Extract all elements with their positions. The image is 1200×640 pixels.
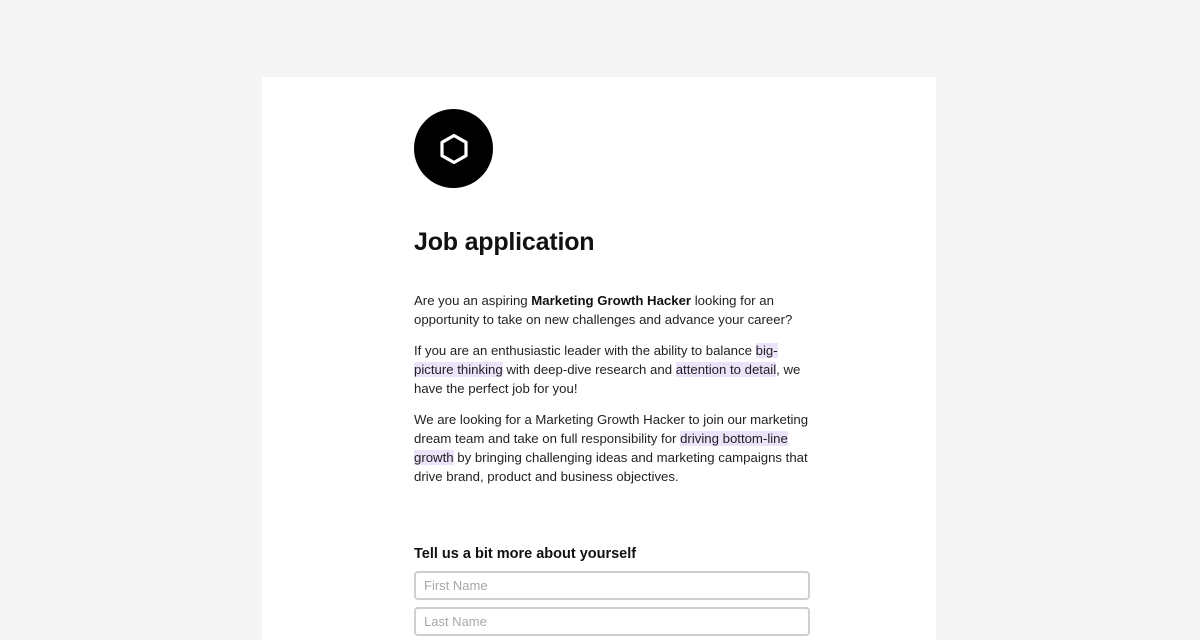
p3-text-2: by bringing challenging ideas and marketing campaigns that drive brand, product and business objectives. — [414, 450, 808, 484]
job-description — [414, 291, 810, 486]
p1-text-before: Are you an aspiring — [414, 293, 532, 308]
hexagon-icon — [439, 133, 469, 165]
last-name-input[interactable] — [414, 607, 810, 636]
p1-text-after: looking for an opportunity to take on new challenges and advance your career? — [414, 293, 793, 327]
form-content — [414, 109, 810, 636]
form-card — [262, 77, 936, 640]
p2-text-3: , we have the perfect job for you! — [414, 362, 801, 396]
p2-text-2: with deep-dive research and — [502, 362, 676, 377]
page-title: Job application — [414, 228, 595, 256]
p2-text-1: If you are an enthusiastic leader with the ability to balance — [414, 343, 756, 358]
description-paragraph-2 — [414, 341, 810, 398]
highlight-big-picture: big-picture thinking — [414, 343, 778, 377]
section-label: Tell us a bit more about yourself — [414, 546, 637, 562]
brand-logo — [414, 109, 493, 188]
description-paragraph-3 — [414, 410, 810, 486]
highlight-attention-to-detail: attention to detail — [675, 362, 777, 377]
highlight-bottom-line-growth: driving bottom-line growth — [414, 431, 788, 465]
p3-text-1: We are looking for a Marketing Growth Hacker to join our marketing dream team and take on full responsibility for — [414, 412, 809, 446]
description-paragraph-1 — [414, 291, 810, 329]
job-title-emphasis: Marketing Growth Hacker — [531, 293, 692, 308]
first-name-input[interactable] — [414, 571, 810, 600]
